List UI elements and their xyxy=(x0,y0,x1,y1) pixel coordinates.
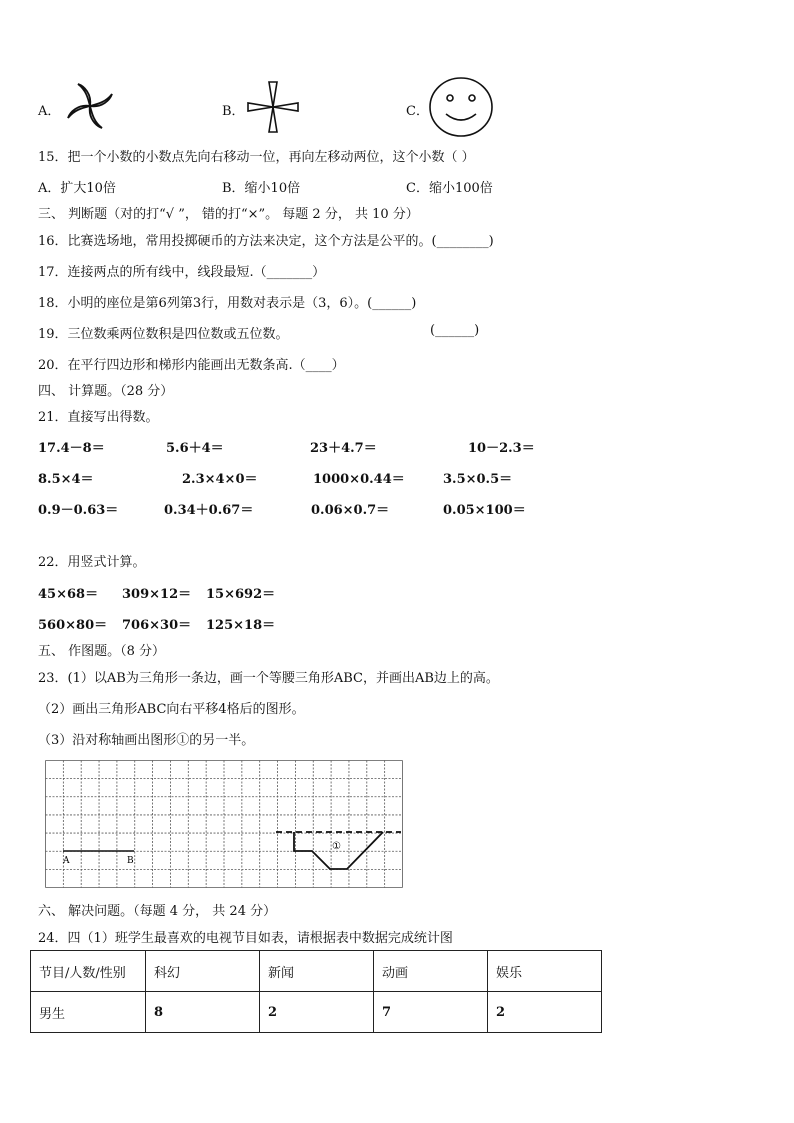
table-cell: 男生 xyxy=(31,992,146,1033)
table-row xyxy=(31,992,602,1033)
q22-item: 560×80＝ xyxy=(38,618,108,633)
table-header-cell: 节目/人数/性别 xyxy=(31,951,146,992)
table-header-cell: 动画 xyxy=(374,951,488,992)
q18: 18．小明的座位是第6列第3行，用数对表示是（3，6）。(______) xyxy=(38,296,417,311)
q21-item: 8.5×4＝ xyxy=(38,472,94,487)
q21-item: 10－2.3＝ xyxy=(468,441,535,456)
cross-icon xyxy=(246,80,300,134)
q14-option-c-label: C． xyxy=(406,104,429,119)
pinwheel-icon xyxy=(62,80,118,132)
table-header-cell: 新闻 xyxy=(260,951,374,992)
q22-prompt: 22．用竖式计算。 xyxy=(38,555,146,570)
q21-item: 0.9－0.63＝ xyxy=(38,503,119,518)
q19-answer-blank: (______) xyxy=(430,323,480,338)
q22-item: 15×692＝ xyxy=(206,587,276,602)
q23-part1: 23．(1）以AB为三角形一条边，画一个等腰三角形ABC，并画出AB边上的高。 xyxy=(38,671,499,686)
q16: 16．比赛选场地，常用投掷硬币的方法来决定，这个方法是公平的。(________) xyxy=(38,234,494,249)
section6-heading: 六、 解决问题。（每题 4 分， 共 24 分） xyxy=(38,904,277,919)
q24-prompt: 24．四（1）班学生最喜欢的电视节目如表，请根据表中数据完成统计图 xyxy=(38,931,453,946)
q21-item: 3.5×0.5＝ xyxy=(443,472,513,487)
smiley-face-icon xyxy=(428,76,494,138)
q21-item: 0.06×0.7＝ xyxy=(311,503,390,518)
table-cell: 2 xyxy=(260,992,374,1033)
section5-heading: 五、 作图题。（8 分） xyxy=(38,644,166,659)
q22-item: 45×68＝ xyxy=(38,587,99,602)
table-header-row xyxy=(31,951,602,992)
table-cell: 7 xyxy=(374,992,488,1033)
q22-item: 706×30＝ xyxy=(122,618,192,633)
q15-option-b: B．缩小10倍 xyxy=(222,181,301,196)
q21-item: 0.34＋0.67＝ xyxy=(164,503,254,518)
point-b-label: B xyxy=(127,856,134,866)
q22-item: 309×12＝ xyxy=(122,587,192,602)
table-header-cell: 娱乐 xyxy=(488,951,602,992)
grid-svg xyxy=(45,760,403,888)
q20: 20．在平行四边形和梯形内能画出无数条高.（____） xyxy=(38,358,345,373)
q23-part2: （2）画出三角形ABC向右平移4格后的图形。 xyxy=(38,702,305,717)
tv-program-table xyxy=(30,950,602,1033)
figure-one-label: ① xyxy=(332,841,341,852)
q21-item: 17.4－8＝ xyxy=(38,441,105,456)
grid-lines xyxy=(46,761,403,888)
table-header-cell: 科幻 xyxy=(146,951,260,992)
q14-option-b-label: B． xyxy=(222,104,245,119)
drawing-grid xyxy=(45,760,403,892)
section3-heading: 三、 判断题（对的打“√ ”， 错的打“×”。 每题 2 分， 共 10 分） xyxy=(38,207,419,222)
q19: 19．三位数乘两位数积是四位数或五位数。 xyxy=(38,327,289,342)
q21-item: 1000×0.44＝ xyxy=(313,472,405,487)
q14-option-a-label: A． xyxy=(38,104,61,119)
q22-item: 125×18＝ xyxy=(206,618,276,633)
q15-question: 15．把一个小数的小数点先向右移动一位，再向左移动两位，这个小数（ ） xyxy=(38,150,475,165)
q21-item: 2.3×4×0＝ xyxy=(182,472,258,487)
q21-item: 5.6＋4＝ xyxy=(166,441,224,456)
q21-item: 0.05×100＝ xyxy=(443,503,526,518)
q21-item: 23＋4.7＝ xyxy=(310,441,377,456)
table-cell: 2 xyxy=(488,992,602,1033)
table-cell: 8 xyxy=(146,992,260,1033)
q17: 17．连接两点的所有线中，线段最短.（_______） xyxy=(38,265,326,280)
section4-heading: 四、 计算题。（28 分） xyxy=(38,384,174,399)
q15-option-a: A．扩大10倍 xyxy=(38,181,116,196)
q21-prompt: 21．直接写出得数。 xyxy=(38,410,159,425)
q23-part3: （3）沿对称轴画出图形①的另一半。 xyxy=(38,733,255,748)
q15-option-c: C．缩小100倍 xyxy=(406,181,493,196)
point-a-label: A xyxy=(63,856,70,866)
